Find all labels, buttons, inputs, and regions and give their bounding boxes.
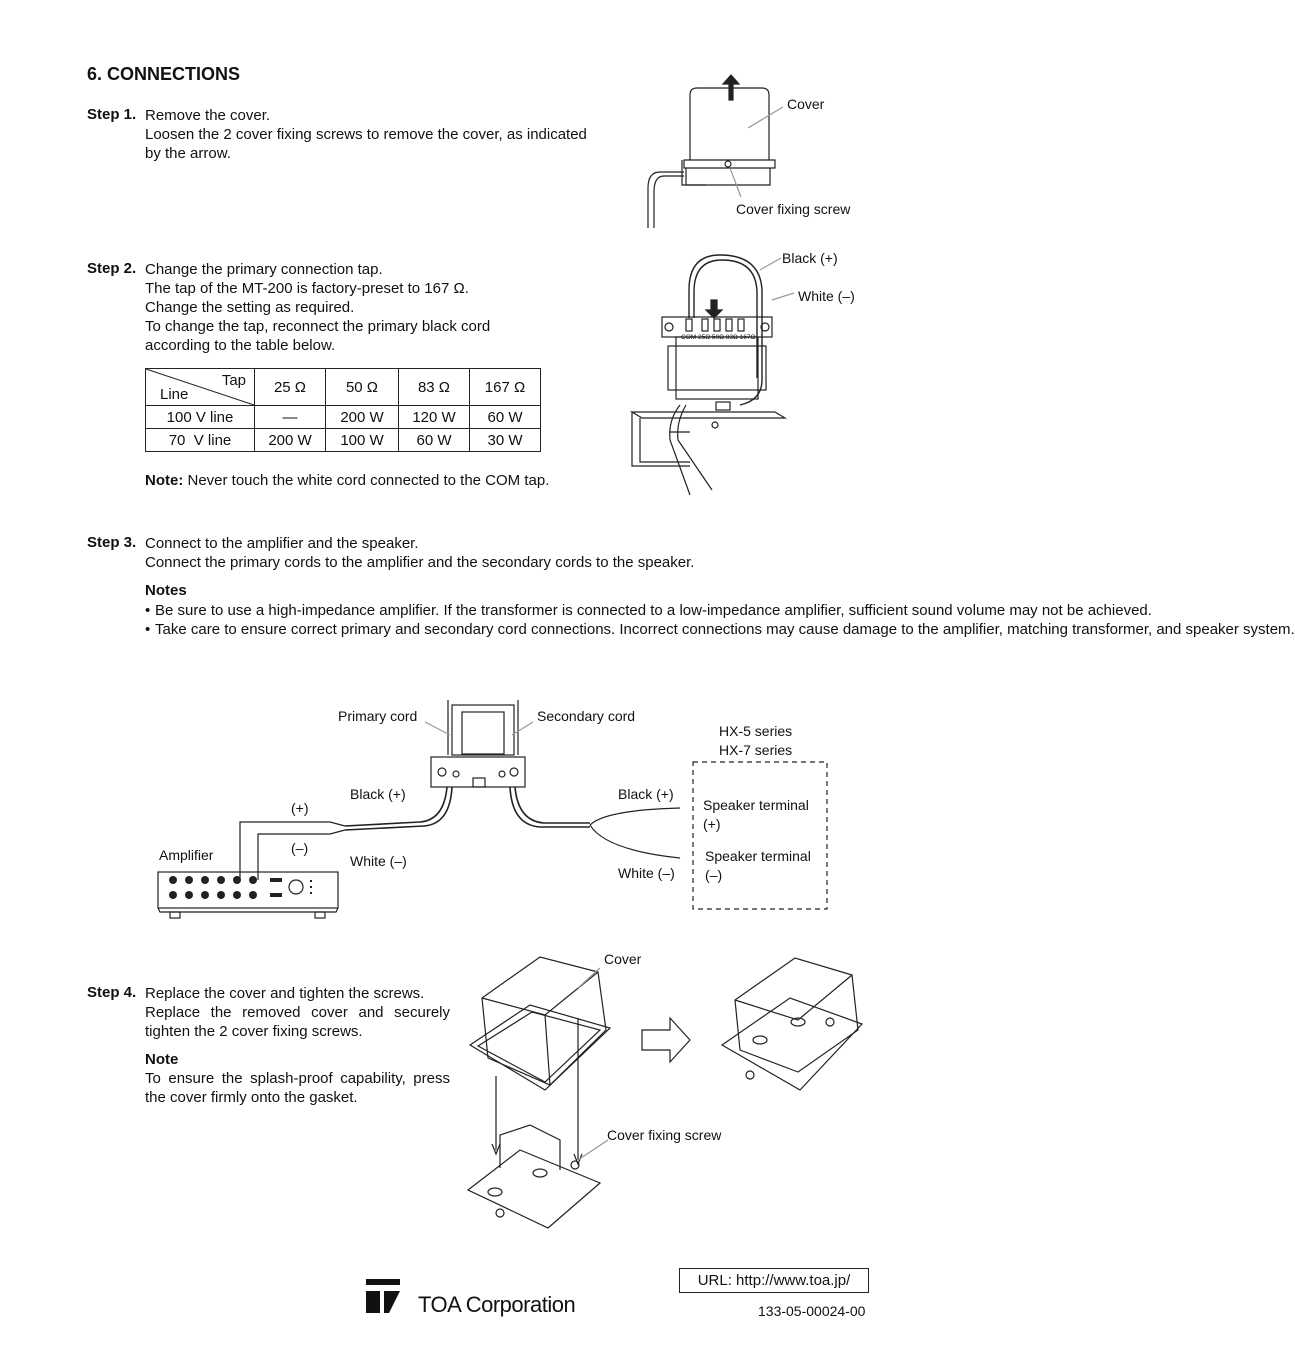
step2-note-label: Note: [145, 472, 184, 489]
table-col-header: 167 Ω [470, 369, 541, 406]
step3-note-item [145, 601, 1152, 620]
step1-line1: Remove the cover. [145, 107, 271, 124]
table-col-header: 25 Ω [255, 369, 326, 406]
table-corner-cell [146, 369, 255, 406]
step2-line4: To change the tap, reconnect the primary black cord [145, 318, 491, 335]
step1-cover-label: Cover [787, 96, 825, 112]
step3-line2: Connect the primary cords to the amplifier and the secondary cords to the speaker. [145, 554, 695, 571]
white-left-label: White (–) [350, 853, 407, 869]
step4-label: Step 4. [87, 984, 137, 1001]
primary-cord-label: Primary cord [338, 708, 418, 724]
hx7-label: HX-7 series [719, 742, 793, 758]
step2-line2: The tap of the MT-200 is factory-preset to 167 Ω. [145, 280, 469, 297]
minus-label: (–) [291, 840, 309, 856]
hx5-label: HX-5 series [719, 723, 793, 739]
page-heading: 6. CONNECTIONS [87, 64, 241, 84]
speaker-terminal-minus-line1: Speaker terminal [705, 848, 811, 864]
tap-table [145, 368, 541, 452]
step2-line3: Change the setting as required. [145, 299, 355, 316]
step1-label: Step 1. [87, 106, 137, 123]
speaker-terminal-plus-line2: (+) [703, 816, 721, 832]
step4-body [145, 984, 450, 1107]
step4-line2: Replace the removed cover and securely tighten the 2 cover fixing screws. [145, 1004, 450, 1040]
step3-note-item [145, 620, 1295, 639]
step2-white-label: White (–) [798, 288, 855, 304]
step4-cover-label: Cover [604, 951, 642, 967]
table-row [146, 406, 541, 429]
bullet-mark: • [145, 621, 151, 638]
step3-note1: Be sure to use a high-impedance amplifier. If the transformer is connected to a low-impedance amplifier, sufficient sound volume may not be achieved. [155, 602, 1152, 619]
table-cell: 30 W [470, 429, 541, 452]
step3-notes-title: Notes [145, 582, 187, 599]
speaker-terminal-minus-line2: (–) [705, 867, 723, 883]
table-cell: 120 W [399, 406, 470, 429]
step4-note-title: Note [145, 1051, 179, 1068]
step4-line1: Replace the cover and tighten the screws. [145, 985, 425, 1002]
table-cell: 60 W [470, 406, 541, 429]
step4-screw-label: Cover fixing screw [607, 1127, 722, 1143]
company-name: TOA Corporation [418, 1292, 576, 1317]
step1-screw-label: Cover fixing screw [736, 201, 851, 217]
step3-body [145, 534, 1295, 639]
step3-note2: Take care to ensure correct primary and secondary cord connections. Incorrect connections may cause damage to the amplifier, matching transformer, and speaker system. [155, 621, 1295, 638]
speaker-terminal-minus [705, 847, 811, 885]
white-right-label: White (–) [618, 865, 675, 881]
step2-black-label: Black (+) [782, 250, 838, 266]
secondary-cord-label: Secondary cord [537, 708, 636, 724]
table-cell: 200 W [326, 406, 399, 429]
step2-note-text: Never touch the white cord connected to the COM tap. [183, 472, 550, 489]
speaker-terminal-plus [703, 796, 809, 834]
step2-body [145, 260, 490, 355]
step1-line3: by the arrow. [145, 145, 231, 162]
bullet-mark: • [145, 602, 151, 619]
table-cell: 100 W [326, 429, 399, 452]
table-corner-line: Line [160, 386, 189, 403]
step1-line2: Loosen the 2 cover fixing screws to remove the cover, as indicated [145, 126, 587, 143]
step3-label: Step 3. [87, 534, 137, 551]
table-row [146, 429, 541, 452]
amplifier-label: Amplifier [159, 847, 214, 863]
step2-label: Step 2. [87, 260, 137, 277]
plus-label: (+) [291, 800, 309, 816]
step4-note-text: To ensure the splash-proof capability, press the cover firmly onto the gasket. [145, 1070, 450, 1106]
table-col-header: 83 Ω [399, 369, 470, 406]
table-row-label: 70 V line [146, 429, 255, 452]
step2-line1: Change the primary connection tap. [145, 261, 383, 278]
black-right-label: Black (+) [618, 786, 674, 802]
table-cell: 200 W [255, 429, 326, 452]
table-cell: 60 W [399, 429, 470, 452]
table-corner-tap: Tap [221, 372, 246, 389]
step3-line1: Connect to the amplifier and the speaker. [145, 535, 419, 552]
table-col-header: 50 Ω [326, 369, 399, 406]
document-code: 133-05-00024-00 [758, 1303, 866, 1319]
url-box: URL: http://www.toa.jp/ [679, 1268, 869, 1293]
step2-note [145, 471, 549, 490]
step2-line5: according to the table below. [145, 337, 336, 354]
black-left-label: Black (+) [350, 786, 406, 802]
step1-body [145, 106, 587, 163]
step2-tap-markings: COM 25Ω 50Ω 83Ω 167Ω [681, 334, 756, 341]
table-cell: — [255, 406, 326, 429]
speaker-terminal-plus-line1: Speaker terminal [703, 797, 809, 813]
table-row-label: 100 V line [146, 406, 255, 429]
